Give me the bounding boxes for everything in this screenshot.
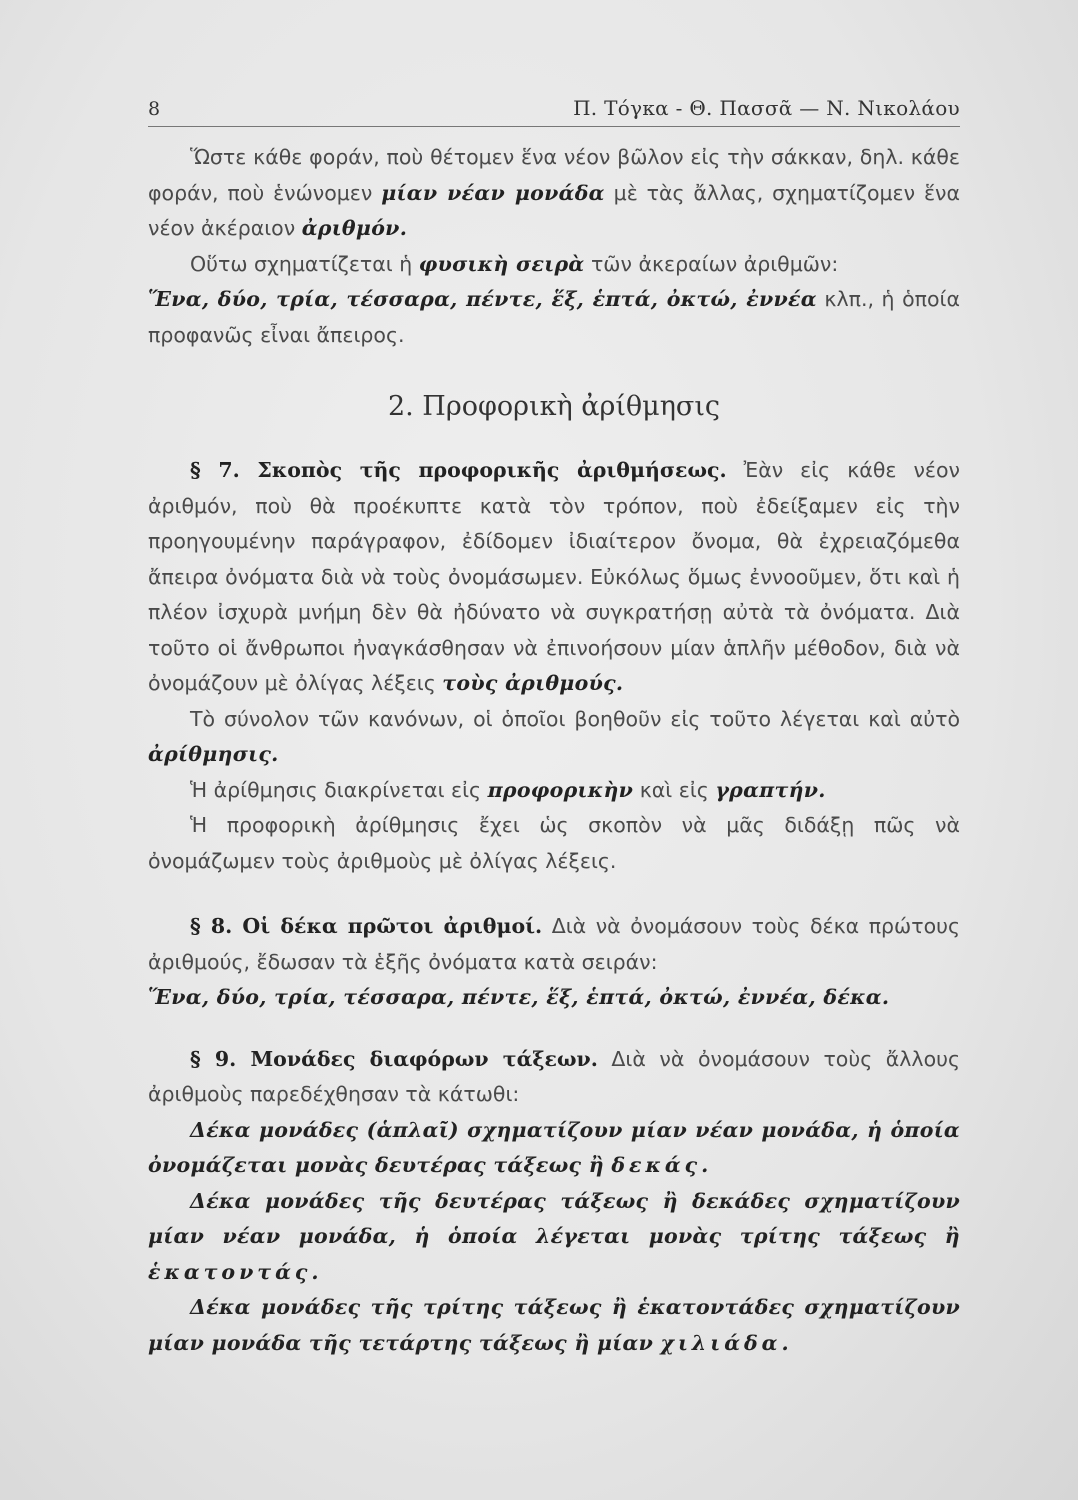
section-7 (148, 453, 960, 702)
emphasis-text: Δέκα μονάδες (ἁπλαῖ) σχηματίζουν μίαν νέαν μονάδα, ἡ ὁποία ὀνομάζεται μονὰς δευτέρας τάξεως ἢ (148, 1117, 960, 1177)
emphasis-text: γραπτήν. (715, 777, 826, 802)
text-span: καὶ εἰς (633, 777, 716, 802)
page-number: 8 (148, 98, 161, 120)
text-span: κλπ., ἡ ὁποία προφανῶς εἶναι ἄπειρος. (148, 287, 960, 347)
section-9 (148, 1042, 960, 1113)
emphasis-text: μίαν νέαν μονάδα (381, 180, 605, 205)
emphasis-text: προφορικὴν (487, 777, 634, 802)
text-span: Ἡ ἀρίθμησις διακρίνεται εἰς (190, 777, 488, 802)
text-span: Τὸ σύνολον τῶν κανόνων, οἱ ὁποῖοι βοηθοῦν εἰς τοῦτο λέγεται καὶ αὐτὸ (190, 706, 960, 731)
section-heading: § 7. Σκοπὸς τῆς προφορικῆς ἀριθμήσεως. (190, 458, 727, 482)
emphasis-text: Δέκα μονάδες τῆς τρίτης τάξεως ἢ ἑκατοντάδες σχηματίζουν μίαν μονάδα τῆς τετάρτης τάξεως ἢ μίαν (148, 1295, 960, 1355)
page-body (148, 140, 960, 1361)
chapter-title: 2. Προφορικὴ ἀρίθμησις (387, 391, 721, 422)
rule-tens (148, 1113, 960, 1184)
spacer (148, 1016, 960, 1042)
text-span: Οὕτω σχηματίζεται ἡ (190, 251, 419, 276)
emphasis-text: ἀριθμόν. (301, 216, 408, 240)
text-span: Ἐὰν εἰς κάθε νέον ἀριθμόν, ποὺ θὰ προέκυπτε κατὰ τὸν τρόπον, ποὺ ἐδείξαμεν εἰς τὴν προηγουμένην παράγραφον, ἐδίδομεν ἰδιαίτερον ὄνομα, θὰ ἐχρειαζόμεθα ἄπειρα ὀνόματα διὰ νὰ τοὺς ὀνομάσωμεν. Εὐκόλως ὅμως ἐννοοῦμεν, ὅτι καὶ ἡ πλέον ἰσχυρὰ μνήμη δὲν θὰ ἠδύνατο νὰ συγκρατήσῃ αὐτὰ τὰ ὀνόματα. Διὰ τοῦτο οἱ ἄνθρωποι ἠναγκάσθησαν νὰ ἐπινοήσουν μίαν ἁπλῆν μέθοδον, διὰ νὰ ὀνομάζουν μὲ ὀλίγας λέξεις (148, 458, 960, 695)
text-span: Ὥστε κάθε φοράν, ποὺ θέτομεν ἕνα νέον βῶλον εἰς τὴν σάκκαν, δηλ. κάθε φοράν, ποὺ ἑνώνομεν (148, 145, 960, 205)
section-heading: § 9. Μονάδες διαφόρων τάξεων. (190, 1046, 598, 1071)
number-list: Ἕνα, δύο, τρία, τέσσαρα, πέντε, ἕξ, ἑπτά, ὀκτώ, ἐννέα (148, 287, 817, 311)
emphasis-text: φυσικὴ σειρὰ (418, 251, 585, 276)
number-list: Ἕνα, δύο, τρία, τέσσαρα, πέντε, ἕξ, ἑπτά, ὀκτώ, ἐννέα, δέκα. (148, 985, 890, 1009)
paragraph-sack (148, 140, 960, 247)
paragraph-numeration (148, 702, 960, 773)
spacer (148, 879, 960, 909)
rule-hundreds (148, 1184, 960, 1291)
emphasis-text: δεκάς. (611, 1153, 713, 1177)
section-heading: § 8. Οἱ δέκα πρῶτοι ἀριθμοί. (190, 914, 543, 938)
text-span: μὲ τὰς ἄλλας, σχηματίζομεν ἕνα νέον ἀκέραιον (148, 180, 960, 240)
text-span: τῶν ἀκεραίων ἀριθμῶν: (584, 251, 839, 276)
running-head: Π. Τόγκα - Θ. Πασσᾶ — Ν. Νικολάου (573, 96, 960, 120)
text-span: Διὰ νὰ ὀνομάσουν τοὺς δέκα πρώτους ἀριθμούς, ἔδωσαν τὰ ἑξῆς ὀνόματα κατὰ σειράν: (148, 914, 961, 974)
text-span: Διὰ νὰ ὀνομάσουν τοὺς ἄλλους ἀριθμοὺς παρεδέχθησαν τὰ κάτωθι: (148, 1046, 961, 1106)
emphasis-text: ἑκατοντάς. (148, 1259, 323, 1284)
section-8 (148, 909, 960, 1016)
page-header (148, 92, 960, 127)
paragraph-oral-numeration: Ἡ προφορικὴ ἀρίθμησις ἔχει ὡς σκοπὸν νὰ μᾶς διδάξῃ πῶς νὰ ὀνομάζωμεν τοὺς ἀριθμοὺς μὲ ὀλίγας λέξεις. (148, 813, 960, 873)
paragraph-division (148, 773, 960, 809)
paragraph-natural-series (148, 247, 960, 354)
emphasis-text: Δέκα μονάδες τῆς δευτέρας τάξεως ἢ δεκάδες σχηματίζουν μίαν νέαν μονάδα, ἡ ὁποία λέγεται μονὰς τρίτης τάξεως ἢ (148, 1188, 960, 1248)
emphasis-text: χιλιάδα. (660, 1330, 793, 1355)
emphasis-text: τοὺς ἀριθμούς. (442, 671, 624, 695)
emphasis-text: ἀρίθμησις. (148, 742, 279, 766)
rule-thousands (148, 1290, 960, 1361)
